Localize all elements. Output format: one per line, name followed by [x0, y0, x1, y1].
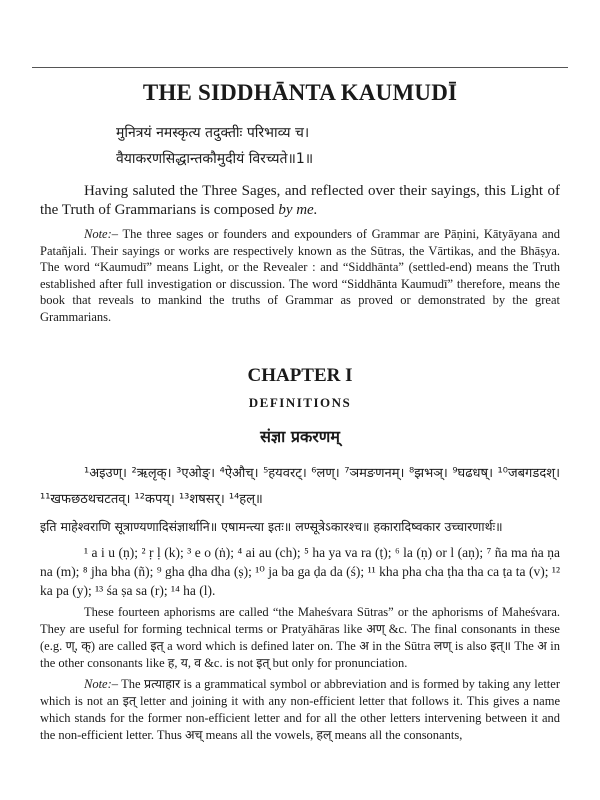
- note-text-2: – The प्रत्याहार is a grammatical symbol or abbreviation and is formed by taking any letter which is not an इत् letter and joining it with any non-efficient letter that follows it. This gives a name which stands for the former non-efficient letter and for all the other letters intervening between it and the non-efficient letter. Thus अच् means all the vowels, हल् means all the consonants,: [40, 677, 560, 742]
- verse-line-1: मुनित्रयं नमस्कृत्य तदुक्तीः परिभाव्य च।: [116, 125, 310, 141]
- intro-text: Having saluted the Three Sages, and reflected over their sayings, this Light of the Truth of Grammarians is composed: [40, 183, 560, 218]
- top-rule: [32, 67, 568, 68]
- explanation-paragraph: These fourteen aphorisms are called “the Maheśvara Sūtras” or the aphorisms of Maheśvara. They are useful for forming technical terms or Pratyāhāras like अण् &c. The final consonants in these (e.g. ण्, क्) are called इत् a word which is defined later on. The अ in the Sūtra लण् is also इत्॥ The अ in the other consonants like ह, य, व &c. is not इत् but only for pronunciation.: [40, 605, 560, 670]
- verse-line-2: वैयाकरणसिद्धान्तकौमुदीयं विरच्यते॥1॥: [116, 151, 314, 167]
- sanskrit-heading: संज्ञा प्रकरणम्: [260, 427, 340, 446]
- sutra-commentary: इति माहेश्वराणि सूत्राण्यणादिसंज्ञार्थानि॥ एषामन्त्या इतः॥ लण्सूत्रेऽकारश्च॥ हकारादिष्वकार उच्चारणार्थः॥: [40, 519, 503, 534]
- note-label: Note:: [84, 227, 112, 241]
- intro-note: [40, 226, 560, 325]
- chapter-subheading: DEFINITIONS: [248, 395, 352, 410]
- intro-paragraph: [40, 182, 560, 220]
- page-content: [40, 80, 560, 744]
- page-title: THE SIDDHĀNTA KAUMUDĪ: [142, 80, 458, 105]
- note-label-2: Note:: [84, 677, 112, 691]
- intro-italic: by me.: [278, 202, 318, 218]
- maheshvara-sutras: ¹अइउण्। ²ऋलृक्। ³एओङ्। ⁴ऐऔच्। ⁵हयवरट्। ⁶लण्। ⁷ञमङणनम्। ⁸झभञ्। ⁹घढधष्। ¹⁰जबगडदश्। ¹¹खफछठथचटतव्। ¹²कपय्। ¹³शषसर्। ¹⁴हल्॥: [40, 466, 560, 507]
- chapter-heading: CHAPTER I: [247, 365, 353, 386]
- transliteration: ¹ a i u (ṇ); ² ṛ ḷ (k); ³ e o (ṅ); ⁴ ai au (ch); ⁵ ha ya va ra (ṭ); ⁶ la (ṇ) or l (aṇ); ⁷ ña ma ṅa ṇa na (m); ⁸ jha bha (ñ); ⁹ gha ḍha dha (ṣ); ¹⁰ ja ba ga ḍa da (ś); ¹¹ kha pha cha ṭha tha ca ṭa ta (v); ¹² ka pa (y); ¹³ śa ṣa sa (r); ¹⁴ ha (l).: [40, 545, 560, 598]
- explanation-note: [40, 676, 560, 744]
- note-text: – The three sages or founders and expounders of Grammar are Pāṇini, Kātyāyana and Patañjali. Their sayings or works are respectively known as the Sūtras, the Vārtikas, and the Bhāṣya. The word “Kaumudī” means Light, or the Revealer : and “Siddhānta” (settled-end) means the Truth established after full investigation or discussion. The word “Siddhānta Kaumudī” therefore, means the book that reveals to mankind the truths of Grammar as proved or demonstrated by the great Grammarians.: [40, 227, 560, 324]
